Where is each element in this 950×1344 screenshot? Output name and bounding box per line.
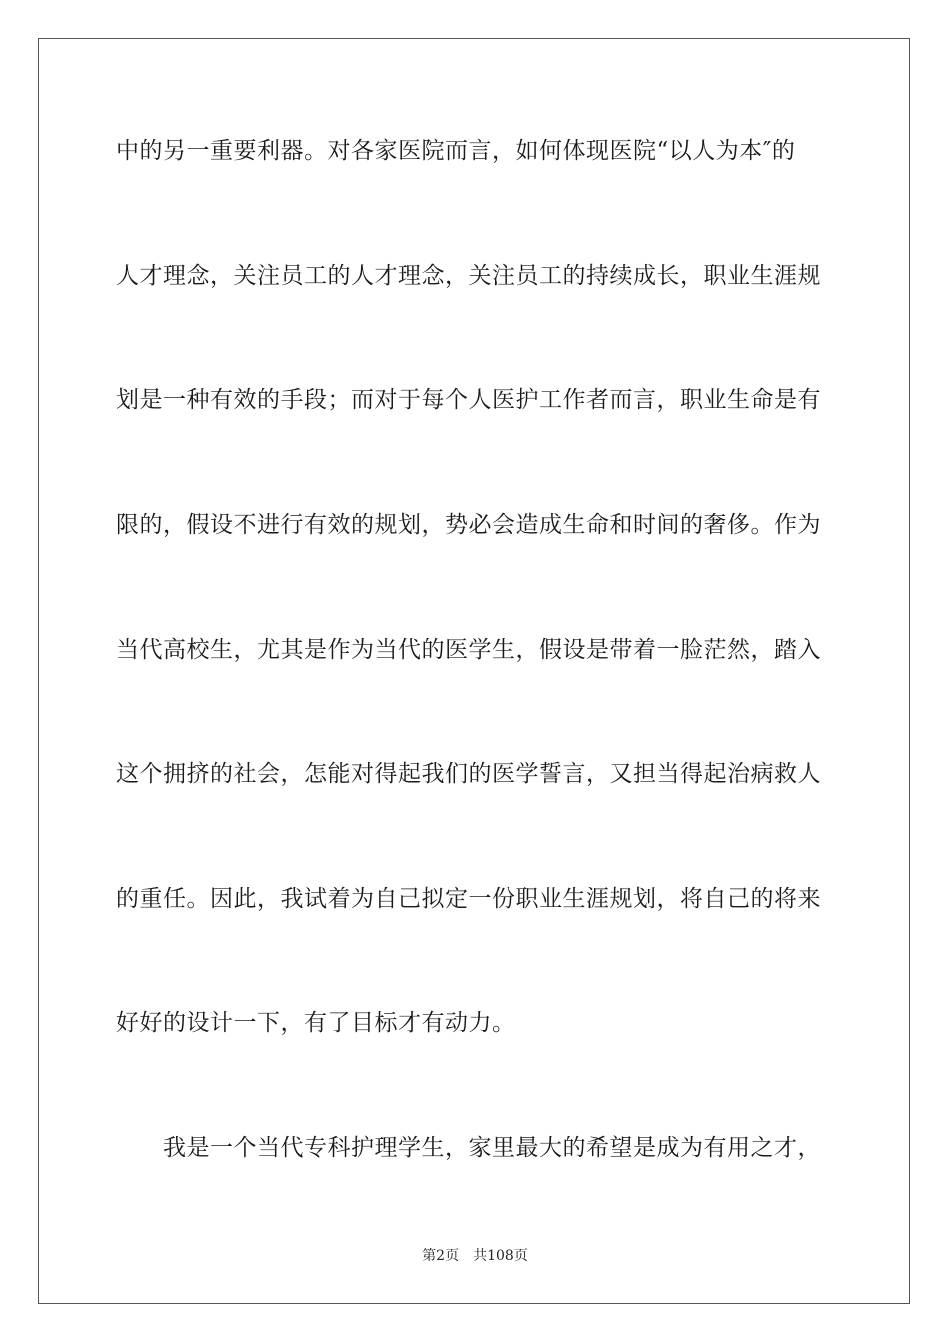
page-footer — [0, 1247, 950, 1265]
body-text-line: 中的另一重要利器。对各家医院而言，如何体现医院“以人为本″的 — [116, 138, 796, 164]
page-number: 第2页 — [422, 1248, 460, 1264]
body-text-line: 划是一种有效的手段；而对于每个人医护工作者而言，职业生命是有 — [116, 387, 821, 413]
body-text-line: 好好的设计一下，有了目标才有动力。 — [116, 1010, 516, 1036]
paragraph-start-line: 我是一个当代专科护理学生，家里最大的希望是成为有用之才， — [163, 1135, 821, 1161]
body-text-line: 当代高校生，尤其是作为当代的医学生，假设是带着一脸茫然，踏入 — [116, 637, 821, 663]
body-text-line: 限的，假设不进行有效的规划，势必会造成生命和时间的奢侈。作为 — [116, 512, 821, 538]
body-text-line: 这个拥挤的社会，怎能对得起我们的医学誓言，又担当得起治病救人 — [116, 761, 821, 787]
total-pages: 共108页 — [473, 1248, 528, 1264]
body-text-line: 人才理念，关注员工的人才理念，关注员工的持续成长，职业生涯规 — [116, 263, 821, 289]
body-text-line: 的重任。因此，我试着为自己拟定一份职业生涯规划，将自己的将来 — [116, 886, 821, 912]
page-border — [38, 38, 910, 1304]
